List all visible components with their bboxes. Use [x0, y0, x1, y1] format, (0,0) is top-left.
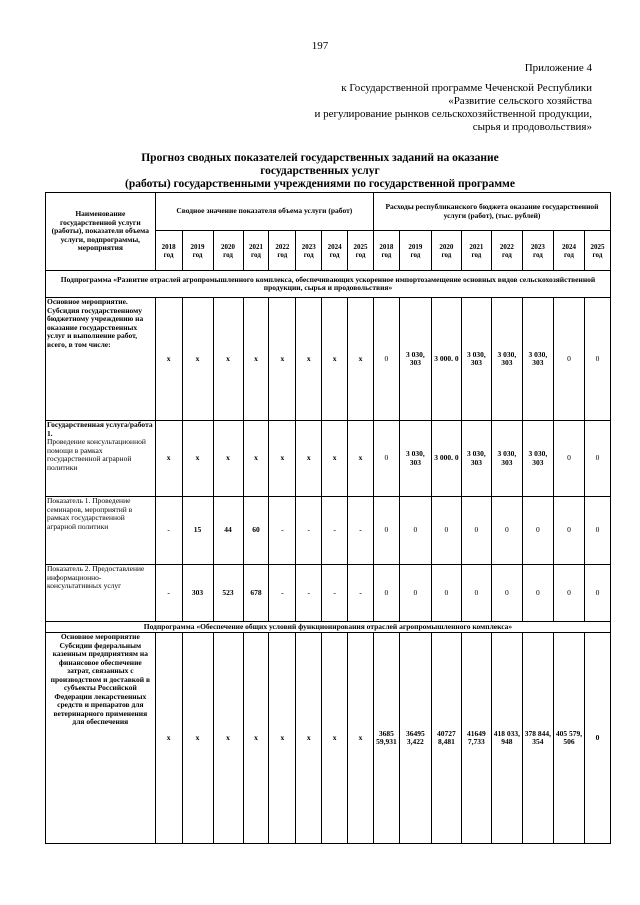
row-name-cell — [46, 633, 156, 844]
expense-value-cell: 0 — [373, 497, 399, 565]
volume-value-cell: 678 — [243, 565, 269, 622]
row-name: Показатель 2. Предоставление информационно-консультативных услуг — [47, 564, 145, 590]
volume-value-cell: 15 — [182, 497, 213, 565]
volume-value-cell: - — [269, 497, 296, 565]
volume-value-cell: x — [269, 633, 296, 844]
expense-value-cell: 0 — [491, 497, 522, 565]
volume-value-cell: x — [155, 421, 182, 497]
header-year: 2024 — [327, 242, 342, 251]
header-year-cell — [553, 231, 584, 271]
header-year-cell — [431, 231, 461, 271]
row-name: Проведение консультационной помощи в рамках государственной аграрной политики — [47, 437, 146, 472]
row-name-cell — [46, 497, 156, 565]
header-year-word: год — [163, 250, 174, 259]
expense-value-cell: 0 — [584, 633, 610, 844]
appendix-line-4: и регулирование рынков сельскохозяйственной продукции, — [314, 108, 592, 120]
header-year-word: год — [410, 250, 421, 259]
title-line-3: (работы) государственными учреждениями по государственной программе — [125, 178, 515, 190]
subprogram-2-title: Подпрограмма «Обеспечение общих условий функционирования отраслей агропромышленного комплекса» — [46, 622, 611, 633]
expense-value-cell: 3685 59,931 — [373, 633, 399, 844]
header-name-column: Наименование государственной услуги (работы), показатели объема услуги, подпрограммы, мероприятия — [46, 193, 156, 271]
table-row — [46, 421, 611, 497]
header-year-word: год — [192, 250, 203, 259]
expense-value-cell: 0 — [461, 497, 491, 565]
header-year-cell — [399, 231, 431, 271]
volume-value-cell: x — [213, 421, 243, 497]
header-expense-group: Расходы республиканского бюджета оказание государственной услуги (работ), (тыс. рублей) — [373, 193, 610, 231]
row-title: Государственная услуга/работа 1. — [47, 420, 153, 438]
expense-value-cell: 3 030, 303 — [399, 421, 431, 497]
volume-value-cell: 523 — [213, 565, 243, 622]
header-year-word: год — [471, 250, 482, 259]
volume-value-cell: x — [296, 298, 322, 421]
header-volume-group: Сводное значение показателя объема услуги (работ) — [155, 193, 373, 231]
volume-value-cell: x — [322, 633, 348, 844]
expense-value-cell: 3 030, 303 — [491, 298, 522, 421]
row-name-cell — [46, 421, 156, 497]
header-year: 2023 — [301, 242, 316, 251]
header-year-cell — [461, 231, 491, 271]
appendix-line-3: «Развитие сельского хозяйства — [448, 95, 592, 107]
forecast-table — [45, 192, 611, 844]
volume-value-cell: - — [296, 497, 322, 565]
appendix-line-1: Приложение 4 — [524, 62, 592, 74]
volume-value-cell: x — [243, 421, 269, 497]
volume-value-cell: x — [213, 633, 243, 844]
header-year: 2023 — [530, 242, 545, 251]
expense-value-cell: 3 030, 303 — [461, 298, 491, 421]
volume-value-cell: x — [213, 298, 243, 421]
expense-value-cell: 41649 7,733 — [461, 633, 491, 844]
table-row — [46, 565, 611, 622]
table-row — [46, 633, 611, 844]
volume-value-cell: x — [269, 421, 296, 497]
expense-value-cell: 3 030, 303 — [461, 421, 491, 497]
expense-value-cell: 0 — [431, 497, 461, 565]
header-year: 2025 — [353, 242, 368, 251]
volume-value-cell: x — [296, 633, 322, 844]
volume-value-cell: 44 — [213, 497, 243, 565]
expense-value-cell: 40727 8,481 — [431, 633, 461, 844]
volume-value-cell: - — [296, 565, 322, 622]
appendix-line-5: сырья и продовольствия» — [472, 121, 592, 133]
subprogram-2-rows — [46, 633, 611, 844]
subprogram-1-rows — [46, 298, 611, 622]
volume-value-cell: - — [322, 565, 348, 622]
expense-value-cell: 0 — [553, 421, 584, 497]
expense-value-cell: 0 — [373, 565, 399, 622]
volume-value-cell: x — [269, 298, 296, 421]
expense-value-cell: 0 — [584, 421, 610, 497]
expense-value-cell: 3 030, 303 — [522, 421, 553, 497]
header-year: 2020 — [439, 242, 454, 251]
expense-value-cell: 3 030, 303 — [522, 298, 553, 421]
expense-value-cell: 0 — [461, 565, 491, 622]
volume-value-cell: x — [182, 298, 213, 421]
expense-value-cell: 3 030, 303 — [491, 421, 522, 497]
volume-value-cell: 303 — [182, 565, 213, 622]
expense-value-cell: 0 — [373, 298, 399, 421]
header-year: 2020 — [221, 242, 236, 251]
volume-value-cell: x — [155, 298, 182, 421]
subprogram-1-title: Подпрограмма «Развитие отраслей агропромышленного комплекса, обеспечивающих ускоренное импортозамещение основных видов сельскохозяйственной продукции, сырья и продовольствия» — [46, 271, 611, 298]
row-name: Основное мероприятие. Субсидия государственному бюджетному учреждению на оказание государственных услуг и выполнение работ, всего, в том числе: — [47, 297, 144, 349]
expense-value-cell: 0 — [399, 497, 431, 565]
header-year: 2018 — [161, 242, 176, 251]
header-year: 2019 — [408, 242, 423, 251]
expense-value-cell: 0 — [431, 565, 461, 622]
expense-value-cell: 0 — [373, 421, 399, 497]
volume-value-cell: x — [322, 298, 348, 421]
header-year-word: год — [501, 250, 512, 259]
header-year: 2024 — [561, 242, 576, 251]
volume-value-cell: - — [348, 497, 374, 565]
expense-value-cell: 418 033, 948 — [491, 633, 522, 844]
header-year-word: год — [381, 250, 392, 259]
header-year-cell — [584, 231, 610, 271]
volume-value-cell: x — [155, 633, 182, 844]
header-year-word: год — [251, 250, 261, 259]
appendix-line-2: к Государственной программе Чеченской Республики — [341, 82, 592, 94]
header-year-cell — [322, 231, 348, 271]
expense-value-cell: 36495 3,422 — [399, 633, 431, 844]
header-year-word: год — [329, 250, 340, 259]
expense-value-cell: 0 — [584, 497, 610, 565]
header-year-cell — [522, 231, 553, 271]
volume-value-cell: x — [182, 633, 213, 844]
table-row — [46, 497, 611, 565]
expense-value-cell: 0 — [522, 497, 553, 565]
volume-value-cell: - — [155, 497, 182, 565]
header-year-word: год — [355, 250, 366, 259]
header-year-cell — [491, 231, 522, 271]
header-year-cell — [269, 231, 296, 271]
volume-value-cell: - — [269, 565, 296, 622]
header-year-cell — [348, 231, 374, 271]
volume-value-cell: - — [348, 565, 374, 622]
volume-value-cell: x — [296, 421, 322, 497]
header-year-word: год — [532, 250, 543, 259]
row-name-cell — [46, 298, 156, 421]
volume-value-cell: x — [348, 298, 374, 421]
header-year-cell — [182, 231, 213, 271]
header-year-word: год — [441, 250, 452, 259]
volume-value-cell: - — [155, 565, 182, 622]
row-name: Показатель 1. Проведение семинаров, мероприятий в рамках государственной аграрной политики — [47, 496, 133, 531]
header-year-cell — [243, 231, 269, 271]
volume-value-cell: x — [322, 421, 348, 497]
expense-value-cell: 0 — [399, 565, 431, 622]
header-year: 2021 — [469, 242, 484, 251]
volume-value-cell: x — [182, 421, 213, 497]
header-year: 2025 — [590, 242, 605, 251]
title-line-2: государственных услуг — [260, 165, 380, 177]
table-row — [46, 298, 611, 421]
volume-value-cell: x — [348, 421, 374, 497]
volume-value-cell: - — [322, 497, 348, 565]
header-year-word: год — [303, 250, 314, 259]
header-year-cell — [296, 231, 322, 271]
header-year-cell — [213, 231, 243, 271]
expense-value-cell: 0 — [584, 298, 610, 421]
expense-value-cell: 0 — [491, 565, 522, 622]
header-year: 2022 — [499, 242, 514, 251]
volume-value-cell: x — [243, 633, 269, 844]
header-year: 2019 — [190, 242, 205, 251]
expense-value-cell: 3 000. 0 — [431, 298, 461, 421]
expense-value-cell: 0 — [553, 565, 584, 622]
volume-value-cell: 60 — [243, 497, 269, 565]
header-year-word: год — [277, 250, 288, 259]
header-year: 2022 — [275, 242, 290, 251]
expense-value-cell: 3 030, 303 — [399, 298, 431, 421]
expense-value-cell: 3 000. 0 — [431, 421, 461, 497]
header-year-word: год — [564, 250, 574, 259]
row-name: Основное мероприятие Субсидии федеральным казенным предприятиям на финансовое обеспечение затрат, связанных с производством и доставкой в субъекты Российской Федерации лекарственных средств и препаратов для ветеринарного применения для обеспечения — [50, 632, 150, 726]
header-year: 2018 — [379, 242, 394, 251]
expense-value-cell: 405 579, 506 — [553, 633, 584, 844]
expense-value-cell: 0 — [522, 565, 553, 622]
row-name-cell — [46, 565, 156, 622]
expense-value-cell: 0 — [553, 497, 584, 565]
header-year-cell — [155, 231, 182, 271]
expense-value-cell: 0 — [553, 298, 584, 421]
document-title — [60, 152, 580, 191]
header-year-cell — [373, 231, 399, 271]
volume-value-cell: x — [243, 298, 269, 421]
header-year-word: год — [592, 250, 603, 259]
title-line-1: Прогноз сводных показателей государственных заданий на оказание — [141, 152, 499, 164]
header-year: 2021 — [248, 242, 263, 251]
expense-value-cell: 0 — [584, 565, 610, 622]
page-number: 197 — [311, 40, 329, 52]
header-year-word: год — [223, 250, 233, 259]
expense-value-cell: 378 844, 354 — [522, 633, 553, 844]
volume-value-cell: x — [348, 633, 374, 844]
